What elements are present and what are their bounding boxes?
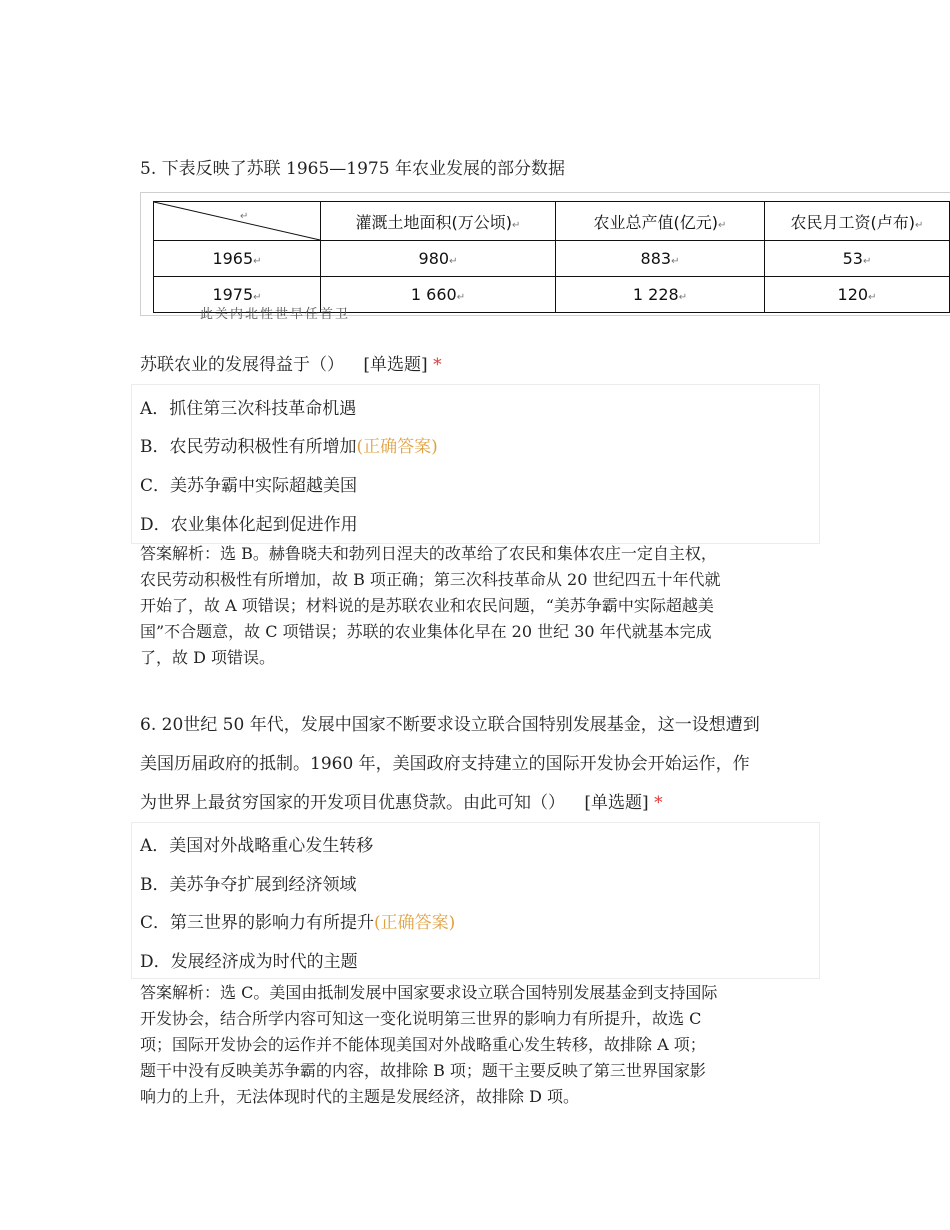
explanation-line: 答案解析：选 B。赫鲁晓夫和勃列日涅夫的改革给了农民和集体农庄一定自主权，: [140, 544, 717, 563]
question-5-title: 5. 下表反映了苏联 1965—1975 年农业发展的部分数据: [140, 159, 565, 179]
question-type-label: [单选题]: [584, 793, 649, 813]
table-header-cell: 农民月工资(卢布)↵: [765, 202, 950, 241]
table-corner-mark: ↵: [240, 211, 249, 222]
table-row: [154, 241, 950, 277]
option-a[interactable]: A．抓住第三次科技革命机遇: [140, 399, 357, 419]
data-table-container: [140, 192, 950, 322]
table-cell: 883↵: [556, 241, 765, 277]
question-6-prompt: [140, 788, 663, 813]
table-header-cell: 农业总产值(亿元)↵: [556, 202, 765, 241]
table-cell: 1 660↵: [321, 277, 556, 313]
table-corner-cell: [154, 202, 321, 241]
option-a[interactable]: A．美国对外战略重心发生转移: [140, 836, 374, 856]
option-d[interactable]: D．农业集体化起到促进作用: [140, 515, 358, 535]
explanation-line: 国”不合题意，故 C 项错误；苏联的农业集体化早在 20 世纪 30 年代就基本完成: [140, 622, 712, 641]
option-c[interactable]: C．美苏争霸中实际超越美国: [140, 476, 358, 496]
question-text: 苏联农业的发展得益于（）: [140, 355, 344, 375]
clipped-caption: 此关内北性世早任首卫: [200, 307, 351, 322]
answer-explanation-5: [140, 541, 820, 671]
question-type-label: [单选题]: [363, 355, 428, 375]
option-b[interactable]: B．农民劳动积极性有所增加(正确答案): [140, 437, 438, 457]
required-star: *: [654, 793, 663, 813]
answer-explanation-6: [140, 980, 820, 1110]
explanation-line: 项；国际开发协会的运作并不能体现美国对外战略重心发生转移，故排除 A 项；: [140, 1035, 706, 1054]
question-6-line: 6. 20世纪 50 年代，发展中国家不断要求设立联合国特别发展基金，这一设想遭到: [140, 715, 760, 735]
question-text: 为世界上最贫穷国家的开发项目优惠贷款。由此可知（）: [140, 793, 565, 813]
option-b[interactable]: B．美苏争夺扩展到经济领域: [140, 875, 357, 895]
question-6-line: 美国历届政府的抵制。1960 年，美国政府支持建立的国际开发协会开始运作，作: [140, 754, 750, 774]
explanation-line: 开始了，故 A 项错误；材料说的是苏联农业和农民问题，“美苏争霸中实际超越美: [140, 596, 714, 615]
table-header-cell: 灌溉土地面积(万公顷)↵: [321, 202, 556, 241]
option-c[interactable]: C．第三世界的影响力有所提升(正确答案): [140, 913, 456, 933]
explanation-line: 开发协会，结合所学内容可知这一变化说明第三世界的影响力有所提升，故选 C: [140, 1009, 702, 1028]
option-d[interactable]: D．发展经济成为时代的主题: [140, 952, 358, 972]
explanation-line: 题干中没有反映美苏争霸的内容，故排除 B 项；题干主要反映了第三世界国家影: [140, 1061, 706, 1080]
table-cell: 1965↵: [154, 241, 321, 277]
explanation-line: 响力的上升，无法体现时代的主题是发展经济，故排除 D 项。: [140, 1087, 580, 1106]
table-cell: 53↵: [765, 241, 950, 277]
required-star: *: [433, 355, 442, 375]
correct-answer-tag: (正确答案): [374, 913, 456, 933]
explanation-line: 了，故 D 项错误。: [140, 648, 276, 667]
data-table: [153, 201, 950, 313]
question-5-prompt: [140, 350, 442, 375]
table-cell: 1975↵: [154, 277, 321, 313]
table-cell: 980↵: [321, 241, 556, 277]
explanation-line: 答案解析：选 C。美国由抵制发展中国家要求设立联合国特别发展基金到支持国际: [140, 983, 718, 1002]
table-cell: 120↵: [765, 277, 950, 313]
correct-answer-tag: (正确答案): [356, 437, 438, 457]
table-cell: 1 228↵: [556, 277, 765, 313]
explanation-line: 农民劳动积极性有所增加，故 B 项正确；第三次科技革命从 20 世纪四五十年代就: [140, 570, 721, 589]
